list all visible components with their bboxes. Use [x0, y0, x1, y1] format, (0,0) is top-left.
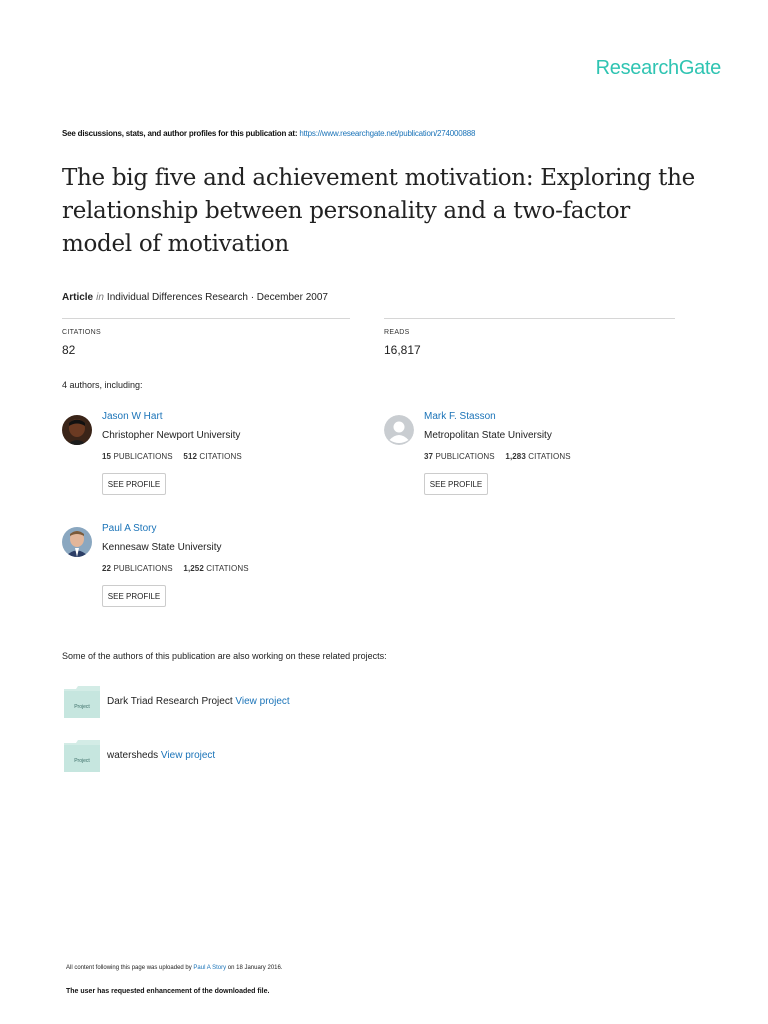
author-stats	[424, 452, 571, 461]
view-project-link[interactable]: View project	[160, 750, 216, 761]
meta-in-word: in	[96, 292, 104, 303]
see-profile-button[interactable]: SEE PROFILE	[424, 473, 488, 495]
publication-type: Article	[62, 292, 94, 303]
see-profile-button[interactable]: SEE PROFILE	[102, 473, 166, 495]
project-icon-label: Project	[74, 704, 90, 710]
discussions-text: See discussions, stats, and author profiles for this publication at:	[62, 129, 298, 138]
author-name-link[interactable]: Mark F. Stasson	[424, 411, 496, 422]
reads-count: 16,817	[384, 343, 421, 357]
author-avatar-placeholder[interactable]	[384, 415, 414, 445]
upload-date: on 18 January 2016.	[227, 965, 283, 971]
reads-label: READS	[384, 329, 410, 336]
project-item	[62, 740, 462, 776]
view-project-link[interactable]: View project	[235, 696, 290, 707]
author-institution: Metropolitan State University	[424, 430, 552, 441]
author-citations-label: CITATIONS	[206, 564, 249, 573]
project-icon-label: Project	[74, 758, 90, 764]
author-citations-count: 1,283	[505, 452, 526, 461]
publication-meta	[62, 292, 328, 303]
discussions-line	[62, 129, 475, 138]
author-citations-count: 1,252	[183, 564, 204, 573]
see-profile-button[interactable]: SEE PROFILE	[102, 585, 166, 607]
publications-label: PUBLICATIONS	[113, 452, 173, 461]
author-card	[62, 523, 362, 627]
author-card	[62, 411, 362, 515]
projects-heading: Some of the authors of this publication are also working on these related projects:	[62, 651, 387, 661]
author-avatar[interactable]	[62, 527, 92, 557]
publication-venue: Individual Differences Research · December 2007	[106, 292, 328, 303]
upload-prefix: All content following this page was uploaded by	[66, 965, 192, 971]
publication-title: The big five and achievement motivation: Exploring the relationship between personality and a two-factor model of motivation	[62, 165, 695, 257]
author-institution: Kennesaw State University	[102, 542, 222, 553]
publications-count: 15	[102, 452, 112, 461]
author-institution: Christopher Newport University	[102, 430, 241, 441]
upload-note	[66, 965, 283, 971]
publications-count: 22	[102, 564, 112, 573]
author-citations-label: CITATIONS	[528, 452, 571, 461]
publications-label: PUBLICATIONS	[435, 452, 495, 461]
project-line	[107, 696, 290, 707]
citations-label: CITATIONS	[62, 329, 101, 336]
project-folder-icon	[64, 740, 100, 772]
author-avatar[interactable]	[62, 415, 92, 445]
authors-heading: 4 authors, including:	[62, 380, 143, 390]
project-name: Dark Triad Research Project	[107, 696, 233, 707]
author-citations-label: CITATIONS	[199, 452, 242, 461]
author-citations-count: 512	[183, 452, 198, 461]
uploader-link[interactable]: Paul A Story	[193, 965, 227, 971]
divider-left	[62, 318, 350, 319]
author-name-link[interactable]: Jason W Hart	[102, 411, 163, 422]
author-stats	[102, 452, 242, 461]
author-card	[384, 411, 684, 515]
publications-label: PUBLICATIONS	[113, 564, 173, 573]
enhancement-note: The user has requested enhancement of the downloaded file.	[66, 988, 270, 995]
researchgate-logo[interactable]: ResearchGate	[595, 57, 721, 79]
publication-url-link[interactable]: https://www.researchgate.net/publication/274000888	[299, 129, 476, 138]
citations-count: 82	[62, 343, 76, 357]
publications-count: 37	[424, 452, 434, 461]
author-name-link[interactable]: Paul A Story	[102, 523, 157, 534]
project-name: watersheds	[107, 750, 159, 761]
divider-right	[384, 318, 675, 319]
project-folder-icon	[64, 686, 100, 718]
project-line	[107, 750, 215, 761]
author-stats	[102, 564, 249, 573]
project-item	[62, 686, 462, 722]
